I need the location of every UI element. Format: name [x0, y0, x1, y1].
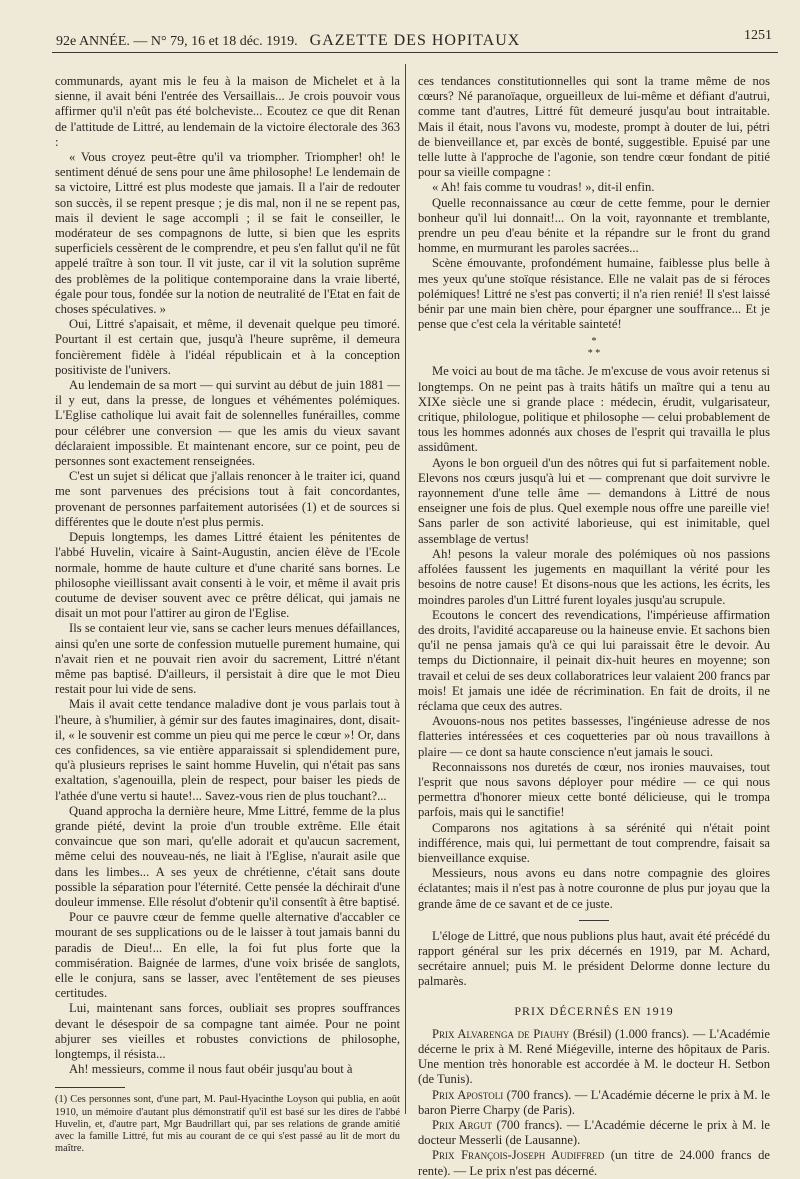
prize-text: (Brésil) (1.000 francs). — L'Académie décerne le prix à M. René Miégeville, interne des hôpitaux de Paris. Une mention très honorable est accordée à M. le docteur H. Setbon (de Tunis). [418, 1026, 771, 1087]
right-paragraph: Reconnaissons nos duretés de cœur, nos ironies mauvaises, tout l'esprit que nous savons déployer pour médire — ce qui nous permettra d'honorer mieux cette bonté délicieuse, qui le trompa parfois, mais qui le sanctifie! [418, 759, 770, 820]
prize-entry [418, 1148, 770, 1178]
left-paragraph: Depuis longtemps, les dames Littré étaient les pénitentes de l'abbé Huvelin, vicaire à Saint-Augustin, ancien élève de l'Ecole normale, homme de haute culture et d'une charité sans bornes. Le philosophe vieillissant avait consenti à le voir, et même il avait pris coutume de deviser souvent avec ce prêtre délicat, qui jamais ne disait un mot pour l'attirer au giron de l'Eglise. [55, 530, 400, 621]
page-number: 1251 [744, 28, 772, 43]
left-paragraph: C'est un sujet si délicat que j'allais renoncer à le traiter ici, quand me sont parvenues des précisions tout à fait concordantes, provenant de personnes parfaitement autorisées (1) et de sources si différentes que le doute n'est plus permis. [55, 469, 400, 529]
right-paragraph: Scène émouvante, profondément humaine, faiblesse plus belle à mes yeux qu'une stoïque résistance. Elle ne valait pas de si féroces polémiques! Littré ne s'est pas converti; il n'a rien renié! Il s'est laissé bénir par une main bien chère, pour épargner une souffrance... Et je pense que c'est cela la véritable sainteté! [418, 256, 770, 332]
right-column-text-1 [418, 74, 770, 332]
prize-text: (un titre de 24.000 francs de rente). — Le prix n'est pas décerné. [418, 1148, 770, 1178]
right-paragraph: Quelle reconnaissance au cœur de cette femme, pour le dernier bonheur qu'il lui donnait!... On la voit, rayonnante et tremblante, prendre un peu d'eau bénite et la répandre sur le front du grand homme, en murmurant les paroles sacrées... [418, 195, 770, 256]
left-paragraph: Pour ce pauvre cœur de femme quelle alternative d'accabler ce mourant de ses supplications ou de le laisser à tout jamais banni du paradis de Dieu!... En elle, la foi fut plus forte que la commisération. Baignée de larmes, d'une voix brisée de sanglots, elle le conjura, sans se lasser, avec l'entêtement de ses pieuses certitudes. [55, 910, 400, 1001]
footnote-divider [55, 1087, 125, 1088]
right-paragraph: Me voici au bout de ma tâche. Je m'excuse de vous avoir retenus si longtemps. On ne peint pas à traits hâtifs un maître qui a tenu au XIXe siècle une si grande place : médecin, érudit, vulgarisateur, critique, philologue, politique et philosophe — celui probablement de tous les hommes adonnés aux choses de l'esprit qui travailla le plus assidûment. [418, 364, 770, 455]
left-paragraph: Quand approcha la dernière heure, Mme Littré, femme de la plus grande piété, devint la proie d'un trouble extrême. Elle était convaincue que son mari, qu'elle adorait et qu'aucun sacrement, même celui des nouveau-nés, ne liait à l'Eglise, n'aurait asile que dans les limbes... A ses yeux de chrétienne, c'était sans doute possible la séparation pour l'éternité. Cette pensée la déchirait d'une douleur immense. Elle résolut d'obtenir qu'il consentît à être baptisé. [55, 803, 400, 909]
page-header [52, 24, 778, 53]
right-paragraph: Comparons nos agitations à sa sérénité qui n'était point indifférence, mais qui, lui permettant de tout comprendre, faisait sa bienveillance exquise. [418, 820, 770, 865]
left-column [55, 74, 400, 1155]
right-paragraph: Ayons le bon orgueil d'un des nôtres qui fut si parfaitement noble. Elevons nos cœurs jusqu'à lui et — comprenant que doit survivre le rayonnement d'une telle âme — demandons à Littré de nous enseigner une fois de plus. Quel exemple nous offre une pareille vie! Sans parler de son activité laborieuse, qui est inimitable, quel assemblage de vertus! [418, 455, 770, 546]
right-paragraph: Ah! pesons la valeur morale des polémiques où nos passions affolées faussent les jugements en maquillant la vérité pour les besoins de notre cause! Et disons-nous que les actions, les écrits, les moindres paroles d'un Littré furent loyales jusqu'au scrupule. [418, 546, 770, 607]
right-paragraph: ces tendances constitutionnelles qui sont la trame même de nos cœurs? Né paranoïaque, orgueilleux de lui-même et défiant d'autrui, comme tant d'autres, Littré fût demeuré jusqu'au bout intraitable. Mais il était, nous l'avons vu, modeste, prompt à douter de lui, pétri de bienveillance et, par excès de bonté, suggestible. Epuisé par une telle lutte à l'approche de l'agonie, son tendre cœur fondant de pitié pour sa vieille compagne : [418, 74, 770, 180]
left-column-text [55, 74, 400, 1077]
left-paragraph: Oui, Littré s'apaisait, et même, il devenait quelque peu timoré. Pourtant il est certain que, jusqu'à l'heure suprême, il demeura foncièrement fidèle à l'idéal républicain et à la conception positiviste de l'univers. [55, 317, 400, 377]
palmares-intro: L'éloge de Littré, que nous publions plus haut, avait été précédé du rapport général sur les prix décernés en 1919, par M. Achard, secrétaire annuel; puis M. le président Delorme donne lecture du palmarès. [418, 928, 770, 989]
right-paragraph: « Ah! fais comme tu voudras! », dit-il enfin. [432, 180, 655, 195]
issue-info: 92e ANNÉE. — N° 79, 16 et 18 déc. 1919. [56, 34, 298, 49]
left-paragraph: « Vous croyez peut-être qu'il va triompher. Triompher! oh! le sentiment dénué de sens pour une âme philosophe! Le lendemain de sa victoire, Littré est plus modeste que jamais. Il a l'air de redouter son succès, il se repent presque ; je dis mal, non il ne se repent pas, mais il devient le sage accompli ; il se fait le conseiller, le modérateur de ses compagnons de lutte, si bien que les esprits superficiels cessèrent de le comprendre, et peu s'en fallut qu'il ne fût appelé traître à son tour. Il vit juste, car il vit la solution suprême des problèmes de la politique contemporaine dans la vraie liberté, égale pour tous, fondée sur la notion de neutralité de l'Etat en fait de choses spéculatives. » [55, 150, 400, 317]
prize-name: Prix François-Joseph Audiffred [432, 1148, 605, 1163]
right-paragraph: Ecoutons le concert des revendications, l'impérieuse affirmation des droits, l'avidité accapareuse ou la haineuse envie. Et sachons bien qu'il ne pensa jamais qu'à ce qui lui paraissait être le devoir. Au temps du Dictionnaire, il peinait dix-huit heures en moyenne; son travail et celui de ses deux collaboratrices leur valaient 200 francs par mois! Et jamais une idée de récrimination. En fait de droits, il ne réclama que ceux des autres. [418, 607, 770, 713]
section-separator: * * * [587, 336, 601, 360]
left-paragraph: communards, ayant mis le feu à la maison de Michelet et à la sienne, il avait béni l'entrée des Versaillais... Je crois pouvoir vous affirmer qu'il n'eût pas été bolcheviste... Ecoutez ce que dit Renan de l'attitude de Littré, au lendemain de la victoire électorale des 363 : [55, 74, 400, 149]
left-paragraph: Ils se contaient leur vie, sans se cacher leurs menues défaillances, ainsi qu'en une sorte de confession mutuelle purement humaine, qui n'avait rien et ne pouvait rien avoir du sacrement, Littré n'étant même pas baptisé. D'ailleurs, il persistait à dire que le mot Dieu restait pour lui vide de sens. [55, 621, 400, 697]
prize-name: Prix Apostoli [432, 1087, 504, 1102]
left-paragraph: Mais il avait cette tendance maladive dont je vous parlais tout à l'heure, à s'humilier, à gémir sur des fautes imaginaires, dont, disait-il, « le souvenir est comme un pieu qui me perce le cœur »! Or, dans ces confidences, sa vie entière apparaissait si splendidement pure, qu'à plusieurs reprises le saint homme Huvelin, qui n'était pas sans exaltation, s'agenouilla, plein de respect, pour baiser les pieds de l'athée d'une vertu si haute!... Savez-vous rien de plus touchant?... [55, 697, 400, 803]
right-column [418, 74, 770, 1179]
prizes-section-title: PRIX DÉCERNÉS EN 1919 [514, 1003, 674, 1018]
left-paragraph: Au lendemain de sa mort — qui survint au début de juin 1881 — il y eut, dans la presse, de longues et véhémentes polémiques. L'Eglise catholique lui avait fait de solennelles funérailles, comme pour célébrer une conversion — que les amis du vieux savant déclaraient impossible. Et maintenant encore, sur ce point, peu de personnes sont exactement renseignées. [55, 378, 400, 469]
right-paragraph: Avouons-nous nos petites bassesses, l'ingénieuse adresse de nos flatteries intéressées et ces coquetteries par où nous travaillons à plaire — ce dont sa haute conscience n'eut jamais le souci. [418, 714, 770, 759]
prize-text: (700 francs). — L'Académie décerne le prix à M. le baron Pierre Charpy (de Paris). [418, 1087, 770, 1117]
right-paragraph: Messieurs, nous avons eu dans notre compagnie des gloires éclatantes; mais il n'est pas à notre couronne de plus pur joyau que la grande âme de ce savant et de ce juste. [418, 866, 770, 911]
left-paragraph: Lui, maintenant sans forces, oubliait ses propres souffrances devant le désespoir de sa compagne tant aimée. Pour ne point abjurer ses vieilles et robustes convictions de philosophe, longtemps, il résista... [55, 1001, 400, 1061]
prizes-list [418, 1027, 770, 1179]
left-paragraph: Ah! messieurs, comme il nous faut obéir jusqu'au bout à [69, 1062, 353, 1077]
prize-entry [418, 1027, 770, 1088]
prize-entry [418, 1088, 770, 1118]
prize-text: (700 francs). — L'Académie décerne le prix à M. le docteur Messerli (de Lausanne). [418, 1118, 770, 1148]
journal-title: GAZETTE DES HOPITAUX [309, 32, 521, 49]
footnote: (1) Ces personnes sont, d'une part, M. Paul-Hyacinthe Loyson qui publia, en août 1910, un mémoire d'autant plus démonstratif qu'il est basé sur les dires de l'abbé Huvelin, et, d'autre part, Mgr Baudrillart qui, par ses relations de grande amitié avec la famille Littré, fut mis au courant de ce qui s'est passé au lit de mort du maître. [55, 1094, 400, 1155]
prize-name: Prix Argut [432, 1118, 492, 1132]
prize-name: Prix Alvarenga de Piauhy [432, 1026, 570, 1041]
column-divider [405, 64, 406, 1114]
right-column-text-2 [418, 364, 770, 911]
short-divider [579, 920, 609, 921]
prize-entry [418, 1118, 770, 1148]
